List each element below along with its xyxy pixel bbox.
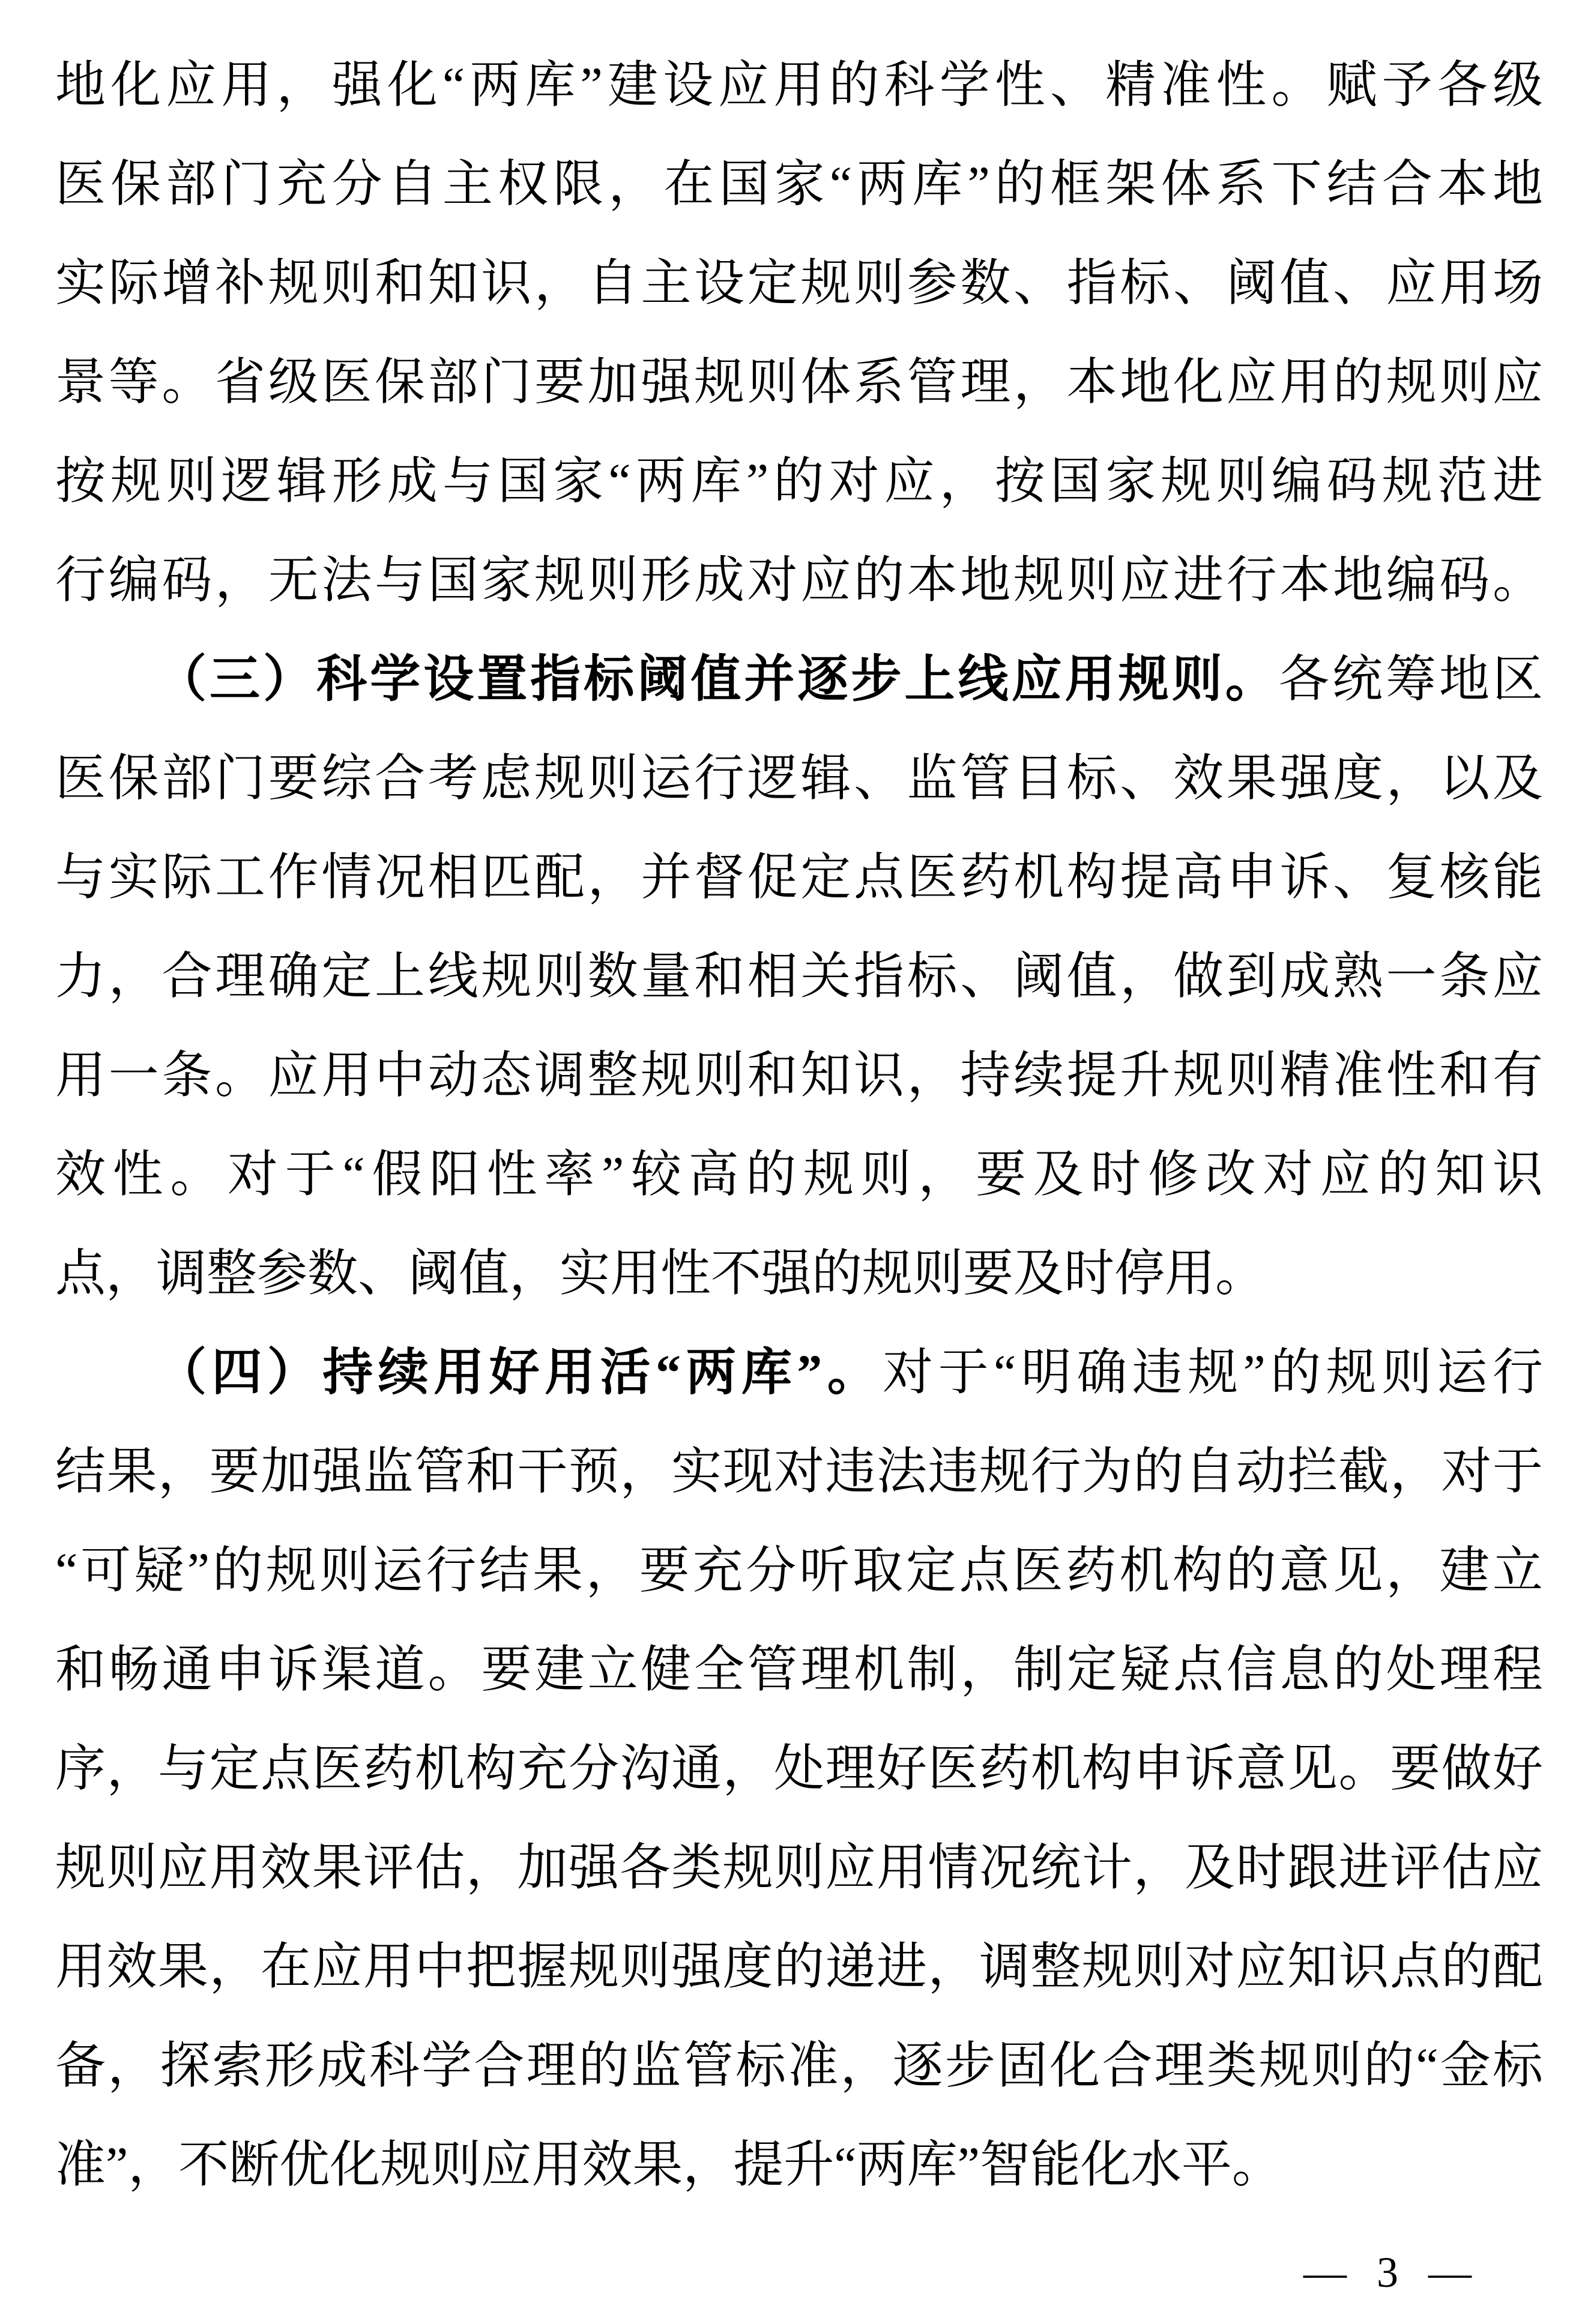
text-line bbox=[55, 1125, 1543, 1224]
text-segment: 用效果，在应用中把握规则强度的递进，调整规则对应知识点的配 bbox=[55, 1939, 1543, 1995]
text-segment: 和畅通申诉渠道。要建立健全管理机制，制定疑点信息的处理程 bbox=[55, 1642, 1543, 1698]
text-segment: 规则应用效果评估，加强各类规则应用情况统计，及时跟进评估应 bbox=[55, 1840, 1543, 1896]
text-segment: 医保部门要综合考虑规则运行逻辑、监管目标、效果强度，以及 bbox=[55, 751, 1543, 807]
text-line bbox=[55, 2116, 1543, 2215]
text-line bbox=[55, 828, 1543, 927]
text-segment: 准”，不断优化规则应用效果，提升“两库”智能化水平。 bbox=[55, 2137, 1282, 2193]
text-line bbox=[55, 2017, 1543, 2116]
text-line bbox=[55, 432, 1543, 531]
text-line bbox=[55, 36, 1543, 135]
text-segment: 按规则逻辑形成与国家“两库”的对应，按国家规则编码规范进 bbox=[55, 454, 1543, 510]
text-line bbox=[55, 1621, 1543, 1720]
text-line bbox=[55, 1026, 1543, 1125]
text-segment: 对于“明确违规”的规则运行 bbox=[883, 1345, 1543, 1401]
text-segment: 点，调整参数、阈值，实用性不强的规则要及时停用。 bbox=[55, 1246, 1266, 1302]
document-body bbox=[55, 36, 1543, 2215]
text-segment: 行编码，无法与国家规则形成对应的本地规则应进行本地编码。 bbox=[55, 553, 1543, 609]
text-line bbox=[55, 1522, 1543, 1621]
page-number: — 3 — bbox=[1303, 2248, 1481, 2296]
text-segment: 用一条。应用中动态调整规则和知识，持续提升规则精准性和有 bbox=[55, 1048, 1543, 1104]
text-line bbox=[55, 333, 1543, 432]
text-line bbox=[55, 1918, 1543, 2017]
text-segment: 各统筹地区 bbox=[1278, 652, 1543, 708]
text-line bbox=[55, 927, 1543, 1026]
text-line bbox=[55, 531, 1543, 630]
text-segment: 备，探索形成科学合理的监管标准，逐步固化合理类规则的“金标 bbox=[55, 2038, 1543, 2094]
text-line bbox=[55, 1323, 1543, 1422]
text-segment: 结果，要加强监管和干预，实现对违法违规行为的自动拦截，对于 bbox=[55, 1444, 1543, 1500]
text-segment: 地化应用，强化“两库”建设应用的科学性、精准性。赋予各级 bbox=[55, 58, 1543, 113]
text-segment: 实际增补规则和知识，自主设定规则参数、指标、阈值、应用场 bbox=[55, 256, 1543, 312]
text-line bbox=[55, 1819, 1543, 1918]
text-segment: 力，合理确定上线规则数量和相关指标、阈值，做到成熟一条应 bbox=[55, 949, 1543, 1005]
text-line bbox=[55, 234, 1543, 333]
heading-segment: （四）持续用好用活“两库”。 bbox=[156, 1345, 883, 1401]
text-segment: 效性。对于“假阳性率”较高的规则，要及时修改对应的知识 bbox=[55, 1147, 1543, 1203]
text-segment: 景等。省级医保部门要加强规则体系管理，本地化应用的规则应 bbox=[55, 355, 1543, 411]
text-segment: 与实际工作情况相匹配，并督促定点医药机构提高申诉、复核能 bbox=[55, 850, 1543, 906]
text-line bbox=[55, 1720, 1543, 1819]
text-segment: 医保部门充分自主权限，在国家“两库”的框架体系下结合本地 bbox=[55, 157, 1543, 212]
text-line bbox=[55, 135, 1543, 234]
text-line bbox=[55, 630, 1543, 729]
text-segment: “可疑”的规则运行结果，要充分听取定点医药机构的意见，建立 bbox=[55, 1543, 1543, 1599]
text-line bbox=[55, 1224, 1543, 1323]
text-line bbox=[55, 729, 1543, 828]
heading-segment: （三）科学设置指标阈值并逐步上线应用规则。 bbox=[156, 652, 1279, 708]
text-segment: 序，与定点医药机构充分沟通，处理好医药机构申诉意见。要做好 bbox=[55, 1741, 1543, 1797]
text-line bbox=[55, 1422, 1543, 1522]
